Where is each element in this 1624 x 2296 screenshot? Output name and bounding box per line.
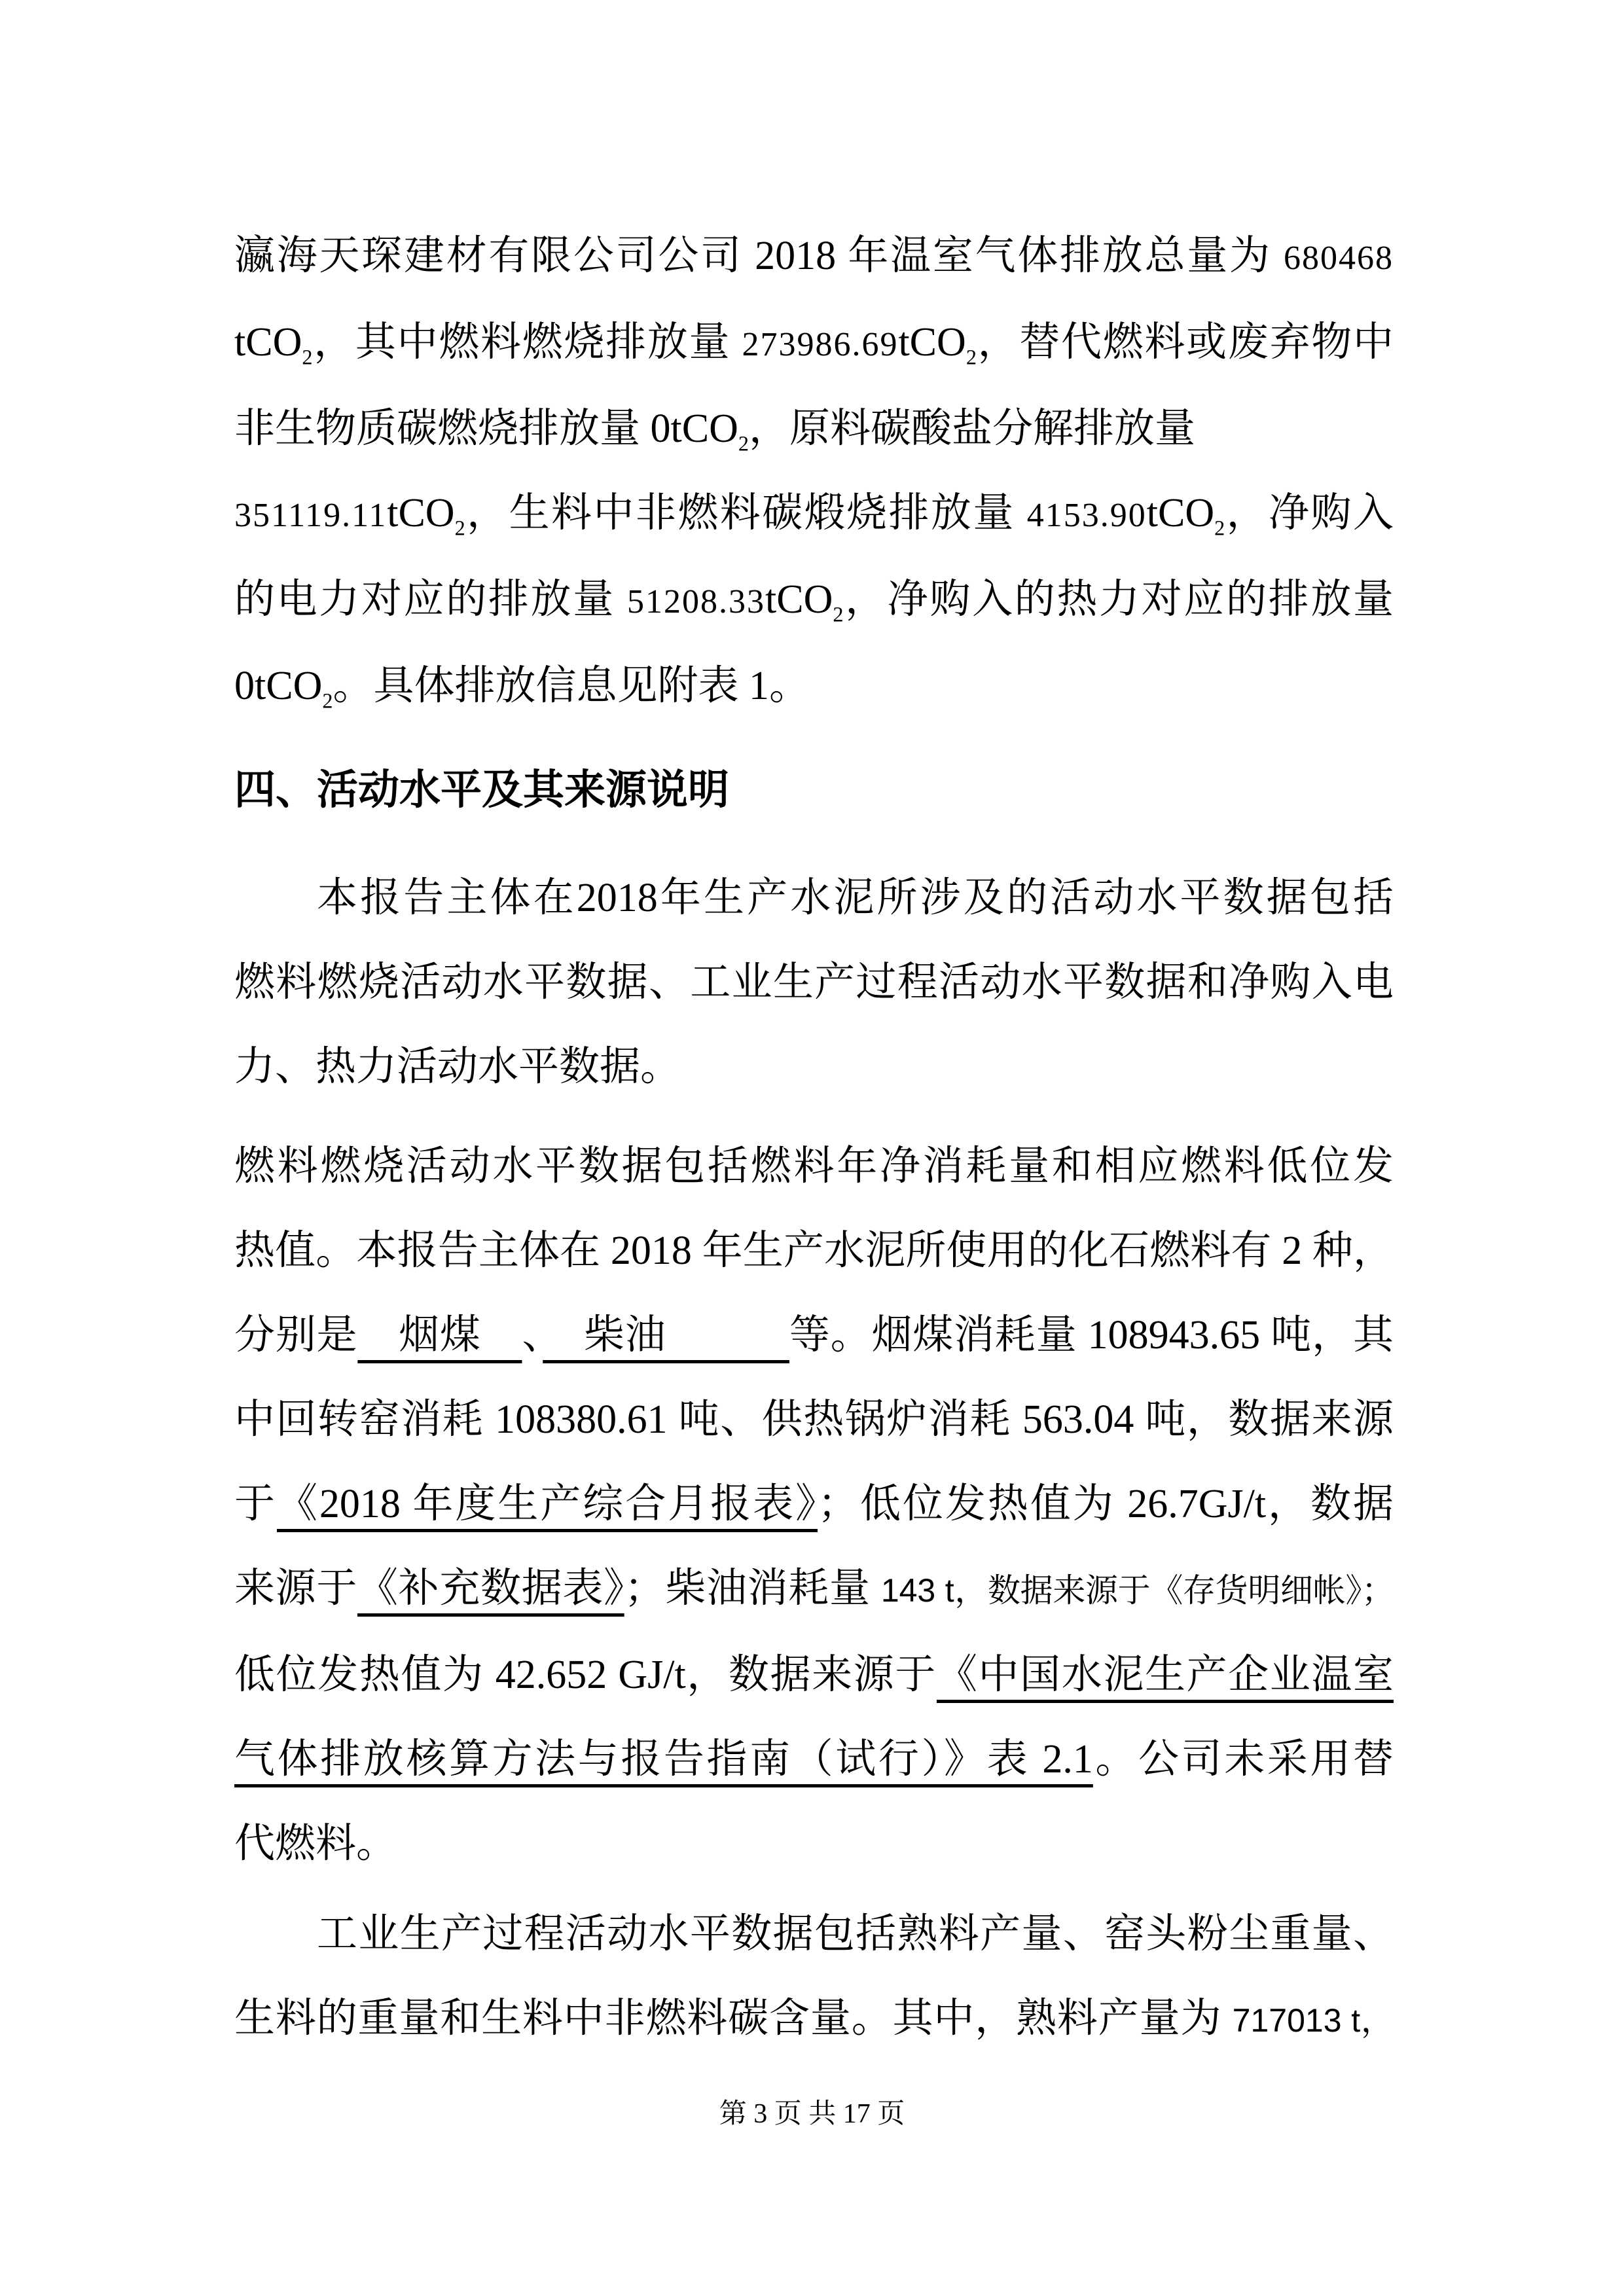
fuel-blank-diesel: 柴油 (543, 1313, 789, 1357)
p3-line-6 (234, 1547, 1394, 1633)
tco2-unit: tCO (387, 491, 455, 535)
source-guideline-title-part2: 气体排放核算方法与报告指南（试行）》表 2.1 (234, 1737, 1093, 1782)
text-run: ，原料碳酸盐分解排放量 (748, 406, 1195, 451)
subscript-2: 2 (833, 602, 844, 626)
page-footer (0, 2092, 1624, 2131)
text-run: 的电力对应的排放量 (234, 577, 628, 622)
text-run: 非生物质碳燃烧排放量 0tCO (234, 406, 738, 451)
text-run: 生料的重量和生料中非燃料碳含量。其中，熟料产量为 (234, 1996, 1233, 2041)
text-run: 低位发热值为 42.652 GJ/t，数据来源于 (234, 1653, 937, 1697)
tco2-unit: tCO (234, 320, 302, 365)
subscript-2: 2 (738, 431, 749, 456)
p1-line-4 (234, 471, 1394, 558)
subscript-2: 2 (965, 345, 977, 369)
paragraph-emission-summary (234, 214, 1394, 728)
p3-line-8 (234, 1717, 1394, 1802)
text-run: ，其中燃料燃烧排放量 (312, 320, 742, 365)
subscript-2: 2 (1214, 516, 1225, 540)
text-run: 工业生产过程活动水平数据包括熟料产量、窑头粉尘重量、 (317, 1912, 1394, 1956)
p1-line-3 (234, 387, 1394, 471)
page-number: 3 (753, 2099, 768, 2129)
paragraph-activity-overview (234, 856, 1394, 1109)
text-run: 分别是 (234, 1313, 358, 1357)
p3-line-5 (234, 1462, 1394, 1547)
text-run: 来源于 (234, 1566, 357, 1611)
tco2-unit: 0tCO (234, 664, 323, 708)
text-run: 热值。本报告主体在 2018 年生产水泥所使用的化石燃料有 2 种， (234, 1229, 1394, 1273)
text-run: ；柴油消耗量 (624, 1566, 881, 1611)
text-run: 等。烟煤消耗量 108943.65 吨，其 (789, 1313, 1394, 1357)
p4-line-1 (234, 1892, 1394, 1977)
tco2-unit: tCO (1146, 491, 1215, 535)
carbonate-decomposition-emissions-value: 351119.11 (234, 497, 388, 534)
p1-line-2 (234, 300, 1394, 387)
p4-line-2 (234, 1977, 1394, 2063)
raw-meal-carbon-emissions-value: 4153.90 (1026, 497, 1147, 534)
clinker-output-value: 717013 t， (1232, 2002, 1394, 2039)
text-run: ，净购入 (1225, 491, 1394, 535)
footer-label-page: 第 (719, 2099, 754, 2129)
diesel-consumption-value: 143 t， (880, 1572, 988, 1609)
source-guideline-title-part1: 《中国水泥生产企业温室 (936, 1653, 1394, 1697)
fuel-combustion-emissions-value: 273986.69 (742, 326, 899, 363)
p3-line-9 (234, 1802, 1394, 1886)
p3-line-1 (234, 1124, 1394, 1209)
source-inventory-ledger: 数据来源于《存货明细帐》； (988, 1572, 1394, 1609)
p3-line-3 (234, 1293, 1394, 1378)
total-pages: 17 (842, 2099, 871, 2129)
footer-label-pages: 页 (870, 2099, 905, 2129)
p1-line-5 (234, 558, 1394, 644)
text-run: 瀛海天琛建材有限公司公司 2018 年温室气体排放总量为 (234, 234, 1284, 278)
text-run: 。公司未采用替 (1092, 1737, 1394, 1782)
text-run: 。具体排放信息见附表 1。 (333, 664, 810, 708)
tco2-unit: tCO (898, 320, 966, 365)
p2-line-1 (234, 856, 1394, 941)
subscript-2: 2 (322, 689, 333, 713)
text-run: ，净购入的热力对应的排放量 (843, 577, 1394, 622)
electricity-emissions-value: 51208.33 (627, 583, 766, 620)
p1-line-6 (234, 644, 1394, 728)
p1-line-1 (234, 214, 1394, 300)
text-run: ；低位发热值为 26.7GJ/t，数据 (818, 1482, 1394, 1526)
p2-line-2 (234, 941, 1394, 1025)
tco2-unit: tCO (765, 577, 833, 622)
text-run: 本报告主体在2018年生产水泥所涉及的活动水平数据包括 (317, 876, 1394, 920)
paragraph-fuel-activity-data (234, 1124, 1394, 1886)
fuel-blank-coal: 烟煤 (357, 1313, 522, 1357)
paragraph-process-activity-data (234, 1892, 1394, 2063)
p3-line-4 (234, 1378, 1394, 1462)
text-run: 燃料燃烧活动水平数据包括燃料年净消耗量和相应燃料低位发 (234, 1144, 1394, 1189)
text-run: 于 (234, 1482, 277, 1526)
subscript-2: 2 (302, 345, 313, 369)
text-run: 燃料燃烧活动水平数据、工业生产过程活动水平数据和净购入电 (234, 960, 1394, 1005)
subscript-2: 2 (454, 516, 465, 540)
section-heading: 四、活动水平及其来源说明 (234, 767, 729, 813)
source-supplementary-table: 《补充数据表》 (357, 1566, 624, 1611)
p3-line-2 (234, 1209, 1394, 1293)
source-monthly-report: 《2018 年度生产综合月报表》 (276, 1482, 818, 1526)
text-run: 代燃料。 (234, 1821, 397, 1866)
text-run: ，生料中非燃料碳煅烧排放量 (465, 491, 1027, 535)
text-run: 、 (522, 1313, 543, 1357)
p2-line-3 (234, 1025, 1394, 1109)
text-run: 中回转窑消耗 108380.61 吨、供热锅炉消耗 563.04 吨，数据来源 (234, 1397, 1394, 1442)
footer-label-of: 页 共 (767, 2099, 843, 2129)
p3-line-7 (234, 1633, 1394, 1717)
text-run: ，替代燃料或废弃物中 (976, 320, 1394, 365)
text-run: 力、热力活动水平数据。 (234, 1045, 681, 1089)
total-emissions-value: 680468 (1284, 240, 1394, 277)
